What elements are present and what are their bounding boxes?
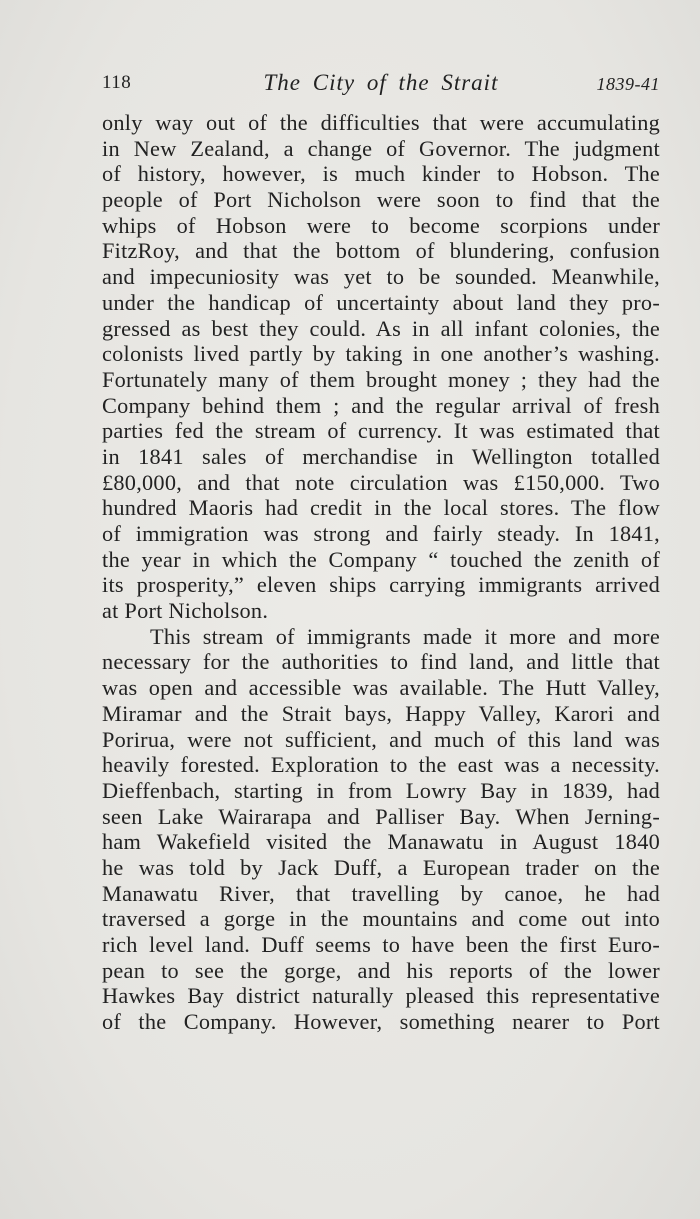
text-line: parties fed the stream of currency. It was estimated that — [102, 418, 660, 444]
text-line: Fortunately many of them brought money ; they had the — [102, 366, 660, 392]
text-line: gressed as best they could. As in all infant colonies, the — [102, 315, 660, 341]
page-number: 118 — [102, 72, 132, 93]
text-line: Hawkes Bay district naturally pleased this representative — [102, 983, 660, 1009]
text-line: seen Lake Wairarapa and Palliser Bay. When Jerning- — [102, 803, 660, 829]
text-line: Manawatu River, that travelling by canoe, he had — [102, 880, 660, 906]
text-line: heavily forested. Exploration to the east was a necessity. — [102, 752, 660, 778]
text-line: hundred Maoris had credit in the local stores. The flow — [102, 495, 660, 521]
text-line: FitzRoy, and that the bottom of blundering, confusion — [102, 238, 660, 264]
text-line: of immigration was strong and fairly steady. In 1841, — [102, 521, 660, 546]
text-line: of the Company. However, something nearer to Port — [102, 1009, 660, 1035]
text-line: in 1841 sales of merchandise in Wellington totalled — [102, 443, 660, 469]
body-text — [102, 110, 660, 1035]
text-line: the year in which the Company “ touched the zenith of — [102, 546, 660, 572]
text-line: its prosperity,” eleven ships carrying immigrants arrived — [102, 572, 660, 598]
paragraph-first-line: This stream of immigrants made it more and more — [150, 623, 660, 649]
text-line: and impecuniosity was yet to be sounded. Meanwhile, — [102, 264, 660, 290]
text-line: only way out of the difficulties that were accumulating — [102, 110, 660, 135]
paragraph-last-line: at Port Nicholson. — [102, 598, 269, 624]
text-line: Dieffenbach, starting in from Lowry Bay in 1839, had — [102, 777, 660, 803]
text-line: whips of Hobson were to become scorpions under — [102, 212, 660, 238]
text-line: ham Wakefield visited the Manawatu in August 1840 — [102, 829, 660, 855]
text-line: people of Port Nicholson were soon to find that the — [102, 187, 660, 213]
text-line: in New Zealand, a change of Governor. The judgment — [102, 135, 660, 161]
text-line: pean to see the gorge, and his reports of the lower — [102, 957, 660, 983]
text-line: necessary for the authorities to find land, and little that — [102, 649, 660, 675]
text-line: £80,000, and that note circulation was £150,000. Two — [102, 469, 660, 495]
text-line: Company behind them ; and the regular arrival of fresh — [102, 392, 660, 418]
text-line: traversed a gorge in the mountains and come out into — [102, 906, 660, 932]
text-line: of history, however, is much kinder to Hobson. The — [102, 161, 660, 187]
text-line: Miramar and the Strait bays, Happy Valley, Karori and — [102, 700, 660, 726]
text-line: rich level land. Duff seems to have been the first Euro- — [102, 932, 660, 957]
text-line: he was told by Jack Duff, a European trader on the — [102, 854, 660, 880]
year-range: 1839-41 — [596, 74, 660, 94]
book-title: The City of the Strait — [263, 70, 499, 95]
text-line: colonists lived partly by taking in one another’s washing. — [102, 341, 660, 367]
text-line: was open and accessible was available. The Hutt Valley, — [102, 675, 660, 701]
text-line: under the handicap of uncertainty about land they pro- — [102, 289, 660, 315]
running-head — [102, 70, 660, 100]
text-line: Porirua, were not sufficient, and much of this land was — [102, 726, 660, 752]
